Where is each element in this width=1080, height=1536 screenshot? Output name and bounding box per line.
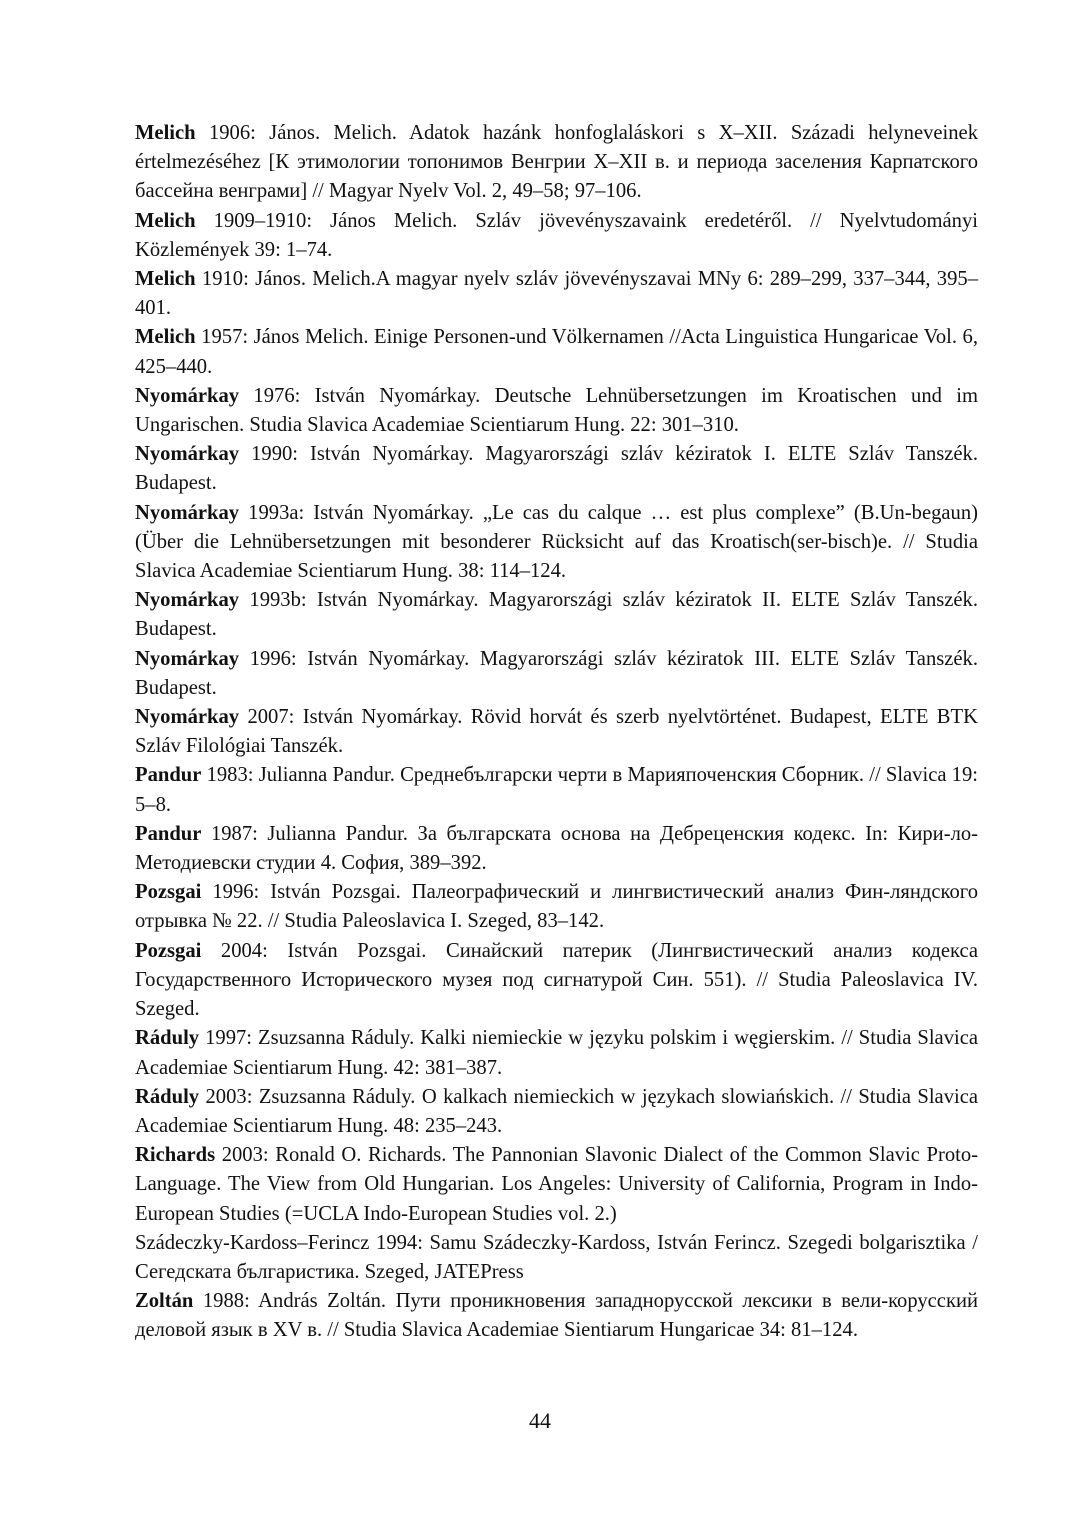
- bibliography-entry: [135, 382, 978, 440]
- entry-text: 1993b: István Nyomárkay. Magyarországi szláv kéziratok II. ELTE Szláv Tanszék. Budapest.: [135, 589, 978, 641]
- bibliography-entry: [135, 1141, 978, 1229]
- entry-author: Ráduly: [135, 1027, 200, 1050]
- entry-author: Nyomárkay: [135, 443, 240, 466]
- entry-text: 1957: János Melich. Einige Personen-und Völkernamen //Acta Linguistica Hungaricae Vol. 6, 425–440.: [135, 326, 978, 378]
- bibliography-entry: [135, 440, 978, 498]
- bibliography-entry: [135, 703, 978, 761]
- entry-author: Melich: [135, 122, 196, 144]
- entry-text: 1990: István Nyomárkay. Magyarországi szláv kéziratok I. ELTE Szláv Tanszék. Budapest.: [135, 443, 978, 495]
- entry-text: 1993a: István Nyomárkay. „Le cas du calque … est plus complexe” (B.Un-begaun) (Über die Lehnübersetzungen mit besonderer Rücksicht auf das Kroatisch(ser-bisch)e. // Studia Slavica Academiae Scientiarum Hung. 38: 114–124.: [135, 501, 978, 583]
- entry-author: Nyomárkay: [135, 706, 240, 729]
- bibliography-entry: [135, 265, 978, 323]
- entry-author: Melich: [135, 326, 196, 349]
- entry-text: 2003: Ronald O. Richards. The Pannonian Slavonic Dialect of the Common Slavic Proto-Language. The View from Old Hungarian. Los Angeles: University of California, Program in Indo-European Studies (=UCLA Indo-European Studies vol. 2.): [135, 1144, 978, 1225]
- entry-author: Nyomárkay: [135, 589, 240, 612]
- entry-text: 1996: István Pozsgai. Палеографический и лингвистический анализ Фин-ляндского отрывка № 22. // Studia Paleoslavica I. Szeged, 83–142.: [135, 881, 978, 933]
- entry-author: Nyomárkay: [135, 501, 240, 524]
- entry-text: 1987: Julianna Pandur. За българската основа на Дебреценския кодекс. In: Кири-ло-Методиевски студии 4. София, 389–392.: [135, 822, 978, 875]
- bibliography-entry: [135, 820, 978, 878]
- entry-text: 1906: János. Melich. Adatok hazánk honfoglaláskori s X–XII. Századi helyneveinek értelmezéséhez [К этимологии топонимов Венгрии X–XII в. и периода заселения Карпатского бассейна венграми] // Magyar Nyelv Vol. 2, 49–58; 97–106.: [135, 122, 978, 203]
- entry-text: 2004: István Pozsgai. Синайский патерик (Лингвистический анализ кодекса Государственного Исторического музея под сигнатурой Син. 551). // Studia Paleoslavica IV. Szeged.: [135, 939, 978, 1021]
- entry-author: Pozsgai: [135, 881, 202, 904]
- bibliography-entry: [135, 878, 978, 936]
- entry-text: 1997: Zsuzsanna Ráduly. Kalki niemieckie w języku polskim i węgierskim. // Studia Slavica Academiae Scientiarum Hung. 42: 381–387.: [135, 1027, 978, 1079]
- bibliography-entry: [135, 586, 978, 644]
- entry-text: 1983: Julianna Pandur. Среднебългарски черти в Марияпоченския Сборник. // Slavica 19: 5–8.: [135, 764, 978, 816]
- entry-text: 1996: István Nyomárkay. Magyarországi szláv kéziratok III. ELTE Szláv Tanszék. Budapest.: [135, 647, 978, 699]
- entry-text: 1910: János. Melich.A magyar nyelv szláv jövevényszavai MNy 6: 289–299, 337–344, 395–401.: [135, 268, 978, 320]
- entry-text: Szádeczky-Kardoss–Ferincz 1994: Samu Szádeczky-Kardoss, István Ferincz. Szegedi bolgarisztika / Сегедската българистика. Szeged, JATEPress: [135, 1231, 978, 1283]
- bibliography-entry: [135, 499, 978, 587]
- entry-author: Nyomárkay: [135, 647, 240, 670]
- entry-text: 1976: István Nyomárkay. Deutsche Lehnübersetzungen im Kroatischen und im Ungarischen. Studia Slavica Academiae Scientiarum Hung. 22: 301–310.: [135, 384, 978, 437]
- bibliography-entry: [135, 207, 978, 265]
- entry-author: Melich: [135, 268, 196, 291]
- bibliography-entry: [135, 1229, 978, 1287]
- entry-text: 2003: Zsuzsanna Ráduly. O kalkach niemieckich w językach slowiańskich. // Studia Slavica Academiae Scientiarum Hung. 48: 235–243.: [135, 1085, 978, 1137]
- page-number: 44: [529, 1408, 551, 1433]
- entry-text: 2007: István Nyomárkay. Rövid horvát és szerb nyelvtörténet. Budapest, ELTE BTK Szláv Filológiai Tanszék.: [135, 706, 978, 758]
- bibliography-entry: [135, 323, 978, 381]
- entry-author: Melich: [135, 209, 196, 232]
- bibliography-entry: [135, 645, 978, 703]
- bibliography-entry: [135, 761, 978, 819]
- entry-text: 1909–1910: János Melich. Szláv jövevényszavaink eredetéről. // Nyelvtudományi Közlemények 39: 1–74.: [135, 209, 978, 261]
- bibliography-entry: [135, 1024, 978, 1082]
- bibliography-entry: [135, 937, 978, 1025]
- bibliography-entry: [135, 1287, 978, 1345]
- entry-author: Pozsgai: [135, 939, 202, 962]
- entry-author: Pandur: [135, 764, 202, 787]
- entry-author: Zoltán: [135, 1290, 194, 1313]
- entry-author: Ráduly: [135, 1085, 200, 1108]
- entry-text: 1988: András Zoltán. Пути проникновения западнорусской лексики в вели-корусский деловой язык в XV в. // Studia Slavica Academiae Sientiarum Hungaricae 34: 81–124.: [135, 1290, 978, 1342]
- bibliography-list: [135, 119, 978, 1346]
- entry-author: Nyomárkay: [135, 384, 240, 407]
- bibliography-entry: [135, 119, 978, 207]
- entry-author: Pandur: [135, 822, 202, 845]
- bibliography-entry: [135, 1083, 978, 1141]
- entry-author: Richards: [135, 1144, 216, 1167]
